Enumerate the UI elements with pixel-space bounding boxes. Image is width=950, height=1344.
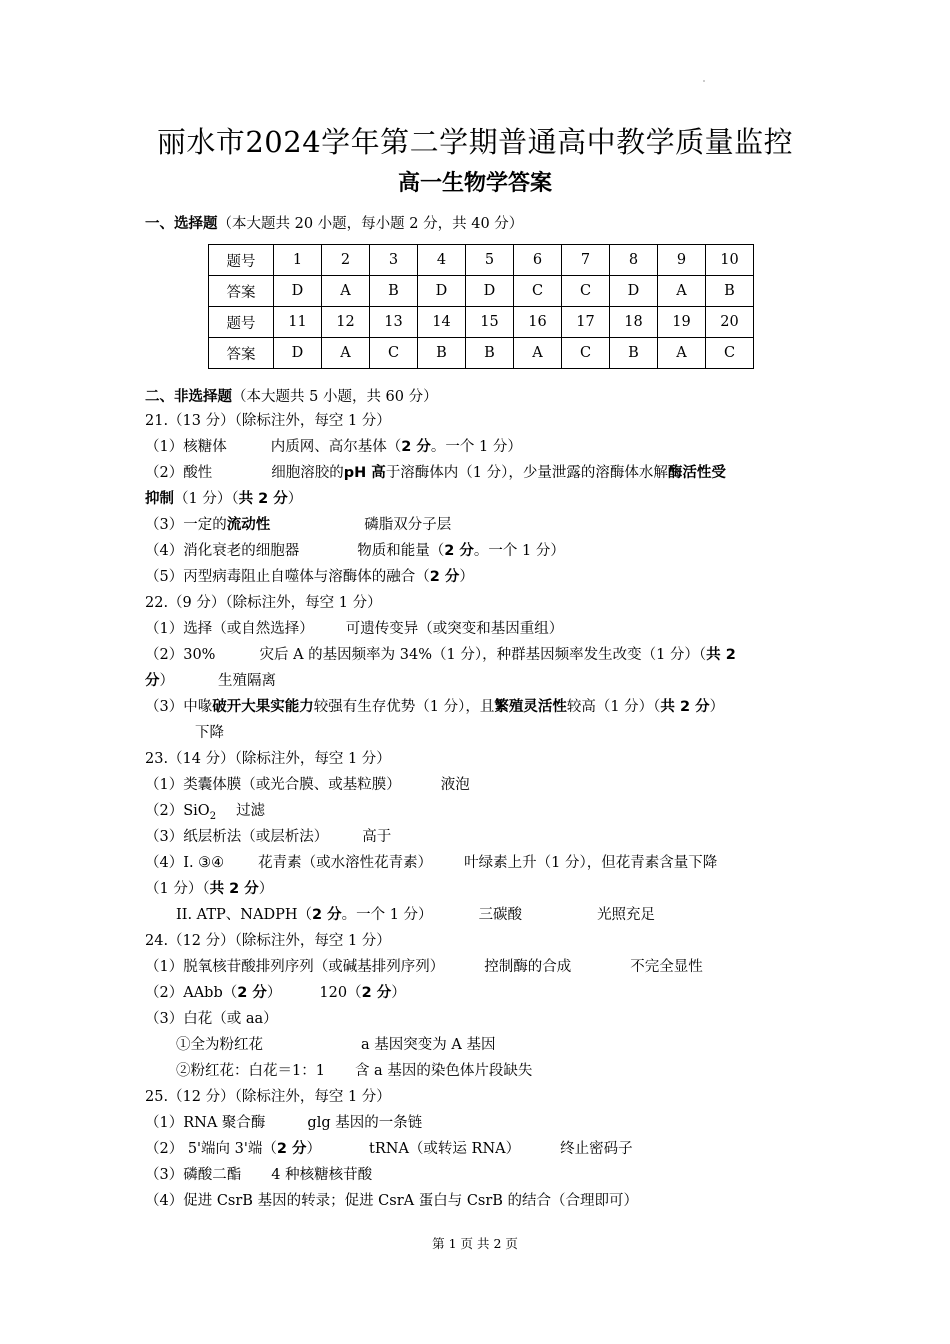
q25-text: （3）磷酸二酯 (145, 1167, 242, 1183)
q22-text: 可遗传变异（或突变和基因重组） (345, 621, 564, 637)
answer-cell: C (706, 338, 754, 369)
q22-text: 较强有生存优势（1 分），且 (313, 699, 495, 715)
number-cell: 4 (418, 245, 466, 276)
answer-cell: A (322, 276, 370, 307)
q23-text: II. ATP、NADPH（ (176, 907, 312, 923)
number-cell: 9 (658, 245, 706, 276)
q23-text: 高于 (362, 829, 392, 845)
answer-cell: C (514, 276, 562, 307)
section2-heading (145, 385, 438, 406)
answer-cell: C (562, 338, 610, 369)
q22-bold: 共 2 分 (660, 699, 710, 715)
answer-cell: B (610, 338, 658, 369)
q24-line3: （3）白花（或 aa） (145, 1011, 278, 1027)
q22-text: 灾后 A 的基因频率为 34%（1 分），种群基因频率发生改变（1 分）（ (259, 647, 707, 663)
q23-text: ） (258, 881, 274, 897)
number-cell: 8 (610, 245, 658, 276)
q21-bold: 2 分 (444, 543, 474, 559)
table-row (209, 307, 754, 338)
section1-heading (145, 212, 523, 233)
q22-line2 (145, 646, 736, 664)
q23-text: 花青素（或水溶性花青素） (258, 855, 433, 871)
q22-line1 (145, 620, 563, 638)
q22-text: （1）选择（或自然选择） (145, 621, 314, 637)
row-label: 答案 (209, 338, 274, 369)
q21-bold: 流动性 (226, 517, 271, 533)
answer-cell: D (466, 276, 514, 307)
number-cell: 13 (370, 307, 418, 338)
q21-text: （3）一定的 (145, 517, 227, 533)
q24-text: a 基因突变为 A 基因 (361, 1037, 496, 1053)
q21-bold: 抑制 (145, 491, 174, 507)
q23-text: 。一个 1 分） (341, 907, 433, 923)
q25-text: glg 基因的一条链 (307, 1115, 423, 1131)
answer-cell: D (610, 276, 658, 307)
answer-cell: D (274, 338, 322, 369)
q23-text: （1 分）（ (145, 881, 210, 897)
q25-text: 4 种核糖核苷酸 (271, 1167, 373, 1183)
number-cell: 10 (706, 245, 754, 276)
answer-cell: A (322, 338, 370, 369)
number-cell: 16 (514, 307, 562, 338)
q23-subscript: 2 (209, 810, 217, 822)
q25-line4: （4）促进 CsrB 基因的转录；促进 CsrA 蛋白与 CsrB 的结合（合理即可） (145, 1193, 639, 1209)
number-cell: 1 (274, 245, 322, 276)
q22-head: 22.（9 分）（除标注外，每空 1 分） (145, 595, 382, 611)
answer-cell: C (562, 276, 610, 307)
q23-text: （3）纸层析法（或层析法） (145, 829, 329, 845)
answer-cell: B (466, 338, 514, 369)
q24-bold: 2 分 (237, 985, 267, 1001)
q21-line2 (145, 464, 726, 482)
q24-line4 (176, 1036, 495, 1054)
q21-bold: pH 高 (343, 465, 386, 481)
q22-text: ） (709, 699, 725, 715)
number-cell: 17 (562, 307, 610, 338)
q23-line5 (145, 880, 273, 898)
q23-line4 (145, 854, 717, 872)
q24-head: 24.（12 分）（除标注外，每空 1 分） (145, 933, 391, 949)
q25-text: 终止密码子 (560, 1141, 633, 1157)
q21-text: 。一个 1 分） (430, 439, 522, 455)
q23-bold: 2 分 (311, 907, 342, 923)
q21-text: ） (287, 491, 303, 507)
answer-table (208, 244, 754, 369)
q22-bold: 繁殖灵活性 (494, 699, 567, 715)
answer-cell: B (370, 276, 418, 307)
q24-line1 (145, 958, 703, 976)
q22-bold: 共 2 (706, 647, 736, 663)
q21-text: 物质和能量（ (357, 543, 445, 559)
number-cell: 11 (274, 307, 322, 338)
answer-cell: A (658, 276, 706, 307)
q22-text: 生殖隔离 (218, 673, 276, 689)
q21-head: 21.（13 分）（除标注外，每空 1 分） (145, 413, 391, 429)
q23-bold: 共 2 分 (209, 881, 259, 897)
q23-text: （1）类囊体膜（或光合膜、或基粒膜） (145, 777, 401, 793)
number-cell: 5 (466, 245, 514, 276)
answer-cell: D (274, 276, 322, 307)
q23-line1 (145, 776, 470, 794)
q25-line2 (145, 1140, 633, 1158)
q21-text: 。一个 1 分） (473, 543, 565, 559)
section2-heading-label: 二、非选择题 (145, 389, 232, 405)
q22-text: 较高（1 分）（ (566, 699, 661, 715)
q24-text: 含 a 基因的染色体片段缺失 (354, 1063, 533, 1079)
q21-line2-cont (145, 490, 302, 508)
answer-cell: A (514, 338, 562, 369)
q21-text: （1 分）（ (174, 491, 239, 507)
q23-text: （4）Ⅰ. ③④ (145, 855, 225, 871)
q21-line5 (145, 568, 474, 586)
q22-line2-cont (145, 672, 276, 690)
q23-text: 叶绿素上升（1 分），但花青素含量下降 (464, 855, 718, 871)
answer-cell: B (706, 276, 754, 307)
q22-text: （3）中喙 (145, 699, 213, 715)
q23-line6 (176, 906, 655, 924)
q25-text: （1）RNA 聚合酶 (145, 1115, 266, 1131)
q24-text: 不完全显性 (630, 959, 703, 975)
q21-text: （4）消化衰老的细胞器 (145, 543, 300, 559)
q21-bold: 共 2 分 (238, 491, 288, 507)
number-cell: 19 (658, 307, 706, 338)
q23-text: 过滤 (236, 803, 266, 819)
q21-bold: 2 分 (429, 569, 460, 585)
number-cell: 2 (322, 245, 370, 276)
answer-cell: C (370, 338, 418, 369)
number-cell: 18 (610, 307, 658, 338)
row-label: 答案 (209, 276, 274, 307)
q22-line4: 下降 (195, 725, 224, 741)
row-label: 题号 (209, 245, 274, 276)
section2-note: （本大题共 5 小题，共 60 分） (232, 389, 438, 405)
q23-text: （2）SiO (145, 803, 210, 819)
q24-text: （2）AAbb（ (145, 985, 238, 1001)
q21-text: 内质网、高尔基体（ (270, 439, 402, 455)
page-subtitle: 高一生物学答案 (397, 171, 552, 196)
q21-line3 (145, 516, 451, 534)
q22-text: ） (159, 673, 174, 689)
q24-text: ②粉红花：白花＝1：1 (176, 1063, 325, 1079)
q22-text: （2）30% (145, 647, 216, 663)
q25-head: 25.（12 分）（除标注外，每空 1 分） (145, 1089, 391, 1105)
q25-line1 (145, 1114, 422, 1132)
q21-text: 细胞溶胶的 (271, 465, 344, 481)
q21-text: 于溶酶体内（1 分），少量泄露的溶酶体水解 (385, 465, 668, 481)
stray-dot (703, 80, 705, 82)
q25-text: ） (306, 1141, 322, 1157)
q22-line3 (145, 698, 724, 716)
table-row (209, 245, 754, 276)
page-footer: 第 1 页 共 2 页 (432, 1236, 518, 1251)
q21-text: ） (459, 569, 474, 585)
q23-line3 (145, 828, 391, 846)
q21-line4 (145, 542, 565, 560)
q21-line1 (145, 438, 522, 456)
q21-text: （2）酸性 (145, 465, 213, 481)
q22-bold: 破开大果实能力 (212, 699, 314, 715)
section1-heading-label: 一、选择题 (145, 216, 218, 232)
q24-line5 (176, 1062, 532, 1080)
q25-line3 (145, 1166, 372, 1184)
q24-bold: 2 分 (361, 985, 392, 1001)
number-cell: 6 (514, 245, 562, 276)
q23-head: 23.（14 分）（除标注外，每空 1 分） (145, 751, 391, 767)
answer-cell: A (658, 338, 706, 369)
q21-bold: 酶活性受 (667, 465, 726, 481)
q25-text: tRNA（或转运 RNA） (369, 1141, 521, 1157)
q25-bold: 2 分 (276, 1141, 307, 1157)
q24-text: 控制酶的合成 (484, 959, 572, 975)
q23-text: 光照充足 (597, 907, 656, 923)
answer-cell: B (418, 338, 466, 369)
page-title: 丽水市2024学年第二学期普通高中教学质量监控 (156, 125, 794, 159)
q21-bold: 2 分 (401, 439, 431, 455)
number-cell: 3 (370, 245, 418, 276)
q24-line2 (145, 984, 406, 1002)
number-cell: 15 (466, 307, 514, 338)
row-label: 题号 (209, 307, 274, 338)
q24-text: ） (391, 985, 406, 1001)
q22-bold: 分 (145, 673, 160, 689)
q23-line2 (145, 802, 265, 826)
number-cell: 7 (562, 245, 610, 276)
q23-text: 液泡 (440, 777, 470, 793)
q24-text: （1）脱氧核苷酸排列序列（或碱基排列序列） (145, 959, 445, 975)
number-cell: 14 (418, 307, 466, 338)
q23-text: 三碳酸 (478, 907, 523, 923)
q25-text: （2） 5'端向 3'端（ (145, 1141, 277, 1157)
table-row (209, 276, 754, 307)
answer-cell: D (418, 276, 466, 307)
number-cell: 20 (706, 307, 754, 338)
number-cell: 12 (322, 307, 370, 338)
table-row (209, 338, 754, 369)
q24-text: ） (266, 985, 282, 1001)
q24-text: 120（ (319, 985, 362, 1001)
section1-note: （本大题共 20 小题，每小题 2 分，共 40 分） (217, 216, 524, 232)
q21-text: 磷脂双分子层 (364, 517, 452, 533)
q21-text: （5）丙型病毒阻止自噬体与溶酶体的融合（ (145, 569, 430, 585)
q24-text: ①全为粉红花 (176, 1037, 263, 1053)
q21-text: （1）核糖体 (145, 439, 227, 455)
